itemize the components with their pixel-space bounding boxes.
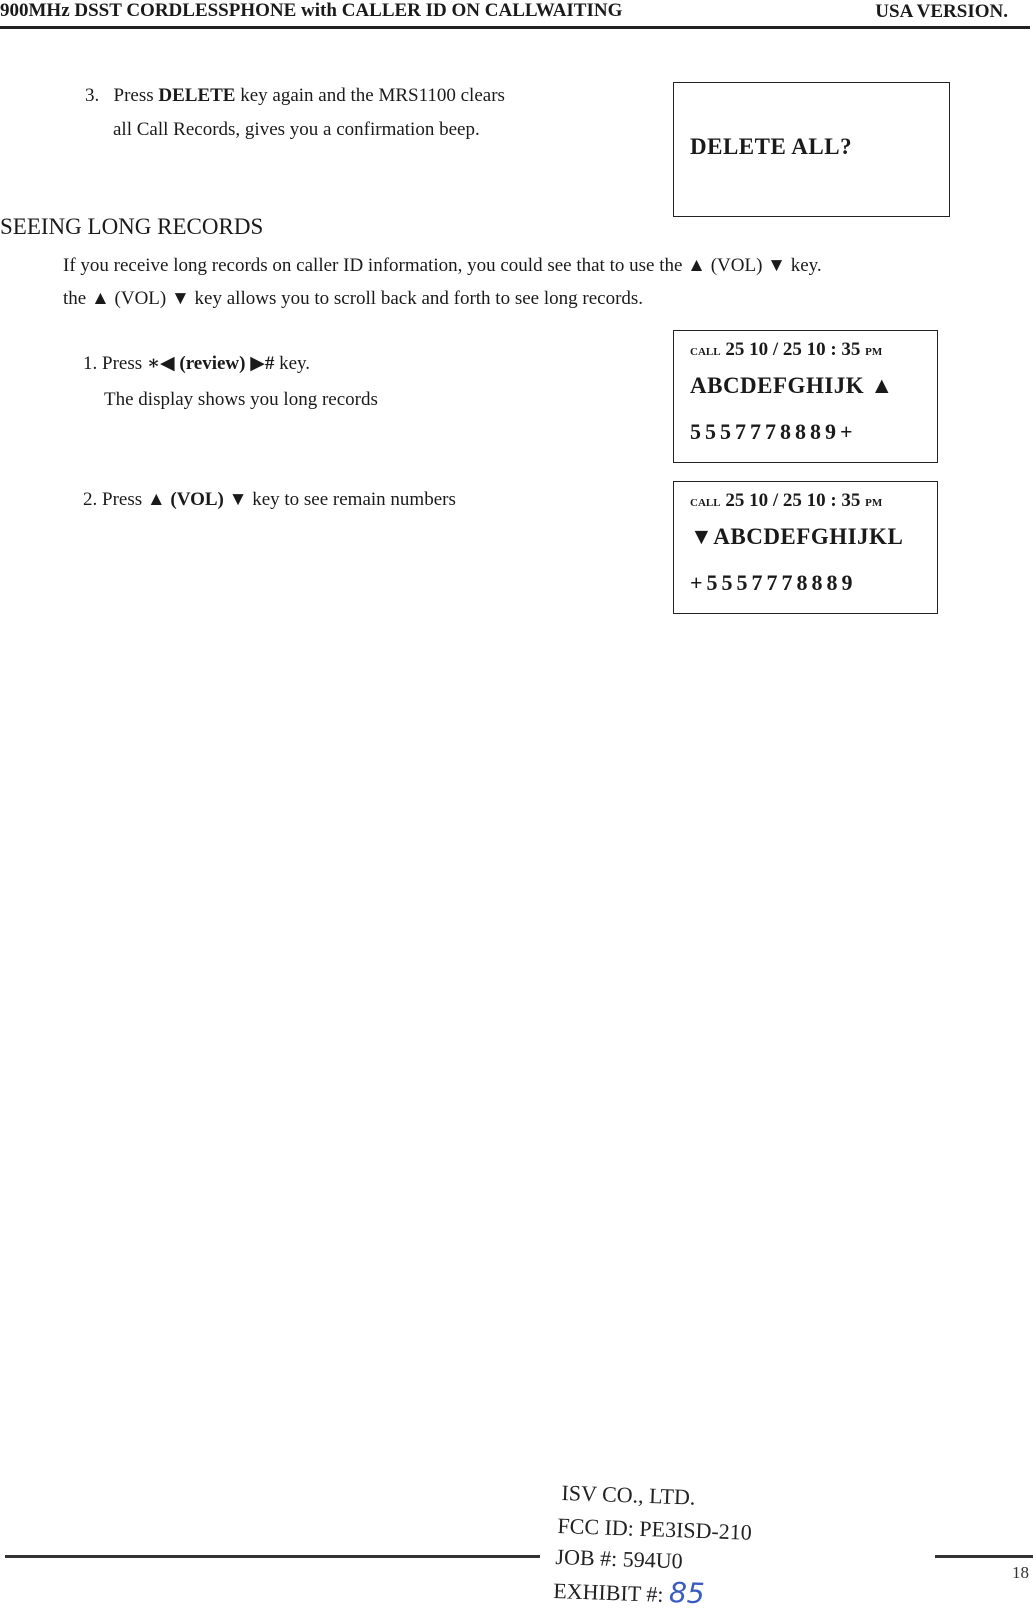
stamp-company: ISV CO., LTD. [561,1480,696,1510]
lcd-long-record-2 [673,481,938,614]
section-title: SEEING LONG RECORDS [0,214,264,239]
step3-post: key again and the MRS1100 clears [235,85,505,106]
step2-key: ▲ (VOL) ▼ [146,489,248,510]
lcd2-name: ▼ABCDEFGHIJKL [690,524,904,549]
step1-key: ∗◀ (review) ▶# [146,353,275,374]
lcd1-time-row [690,339,882,361]
section-paragraph-line1 [63,254,822,278]
lcd1-name: ABCDEFGHIJK ▲ [690,373,894,398]
section-p2-pre: the [63,288,91,309]
lcd2-call-label: CALL [690,497,721,509]
header-title: 900MHz DSST CORDLESSPHONE with CALLER ID ON CALLWAITING [0,0,623,21]
lcd1-time: 25 10 / 25 10 : 35 [720,339,866,360]
lcd-delete-text: DELETE ALL? [690,134,853,159]
footer-rule-left [5,1555,540,1558]
stamp-exhibit-number: 85 [668,1576,706,1610]
step1-post: key. [274,353,311,374]
step1-pre: 1. Press [83,353,147,374]
step2-post: key to see remain numbers [247,489,456,510]
section-p2-key: ▲ (VOL) ▼ [90,288,190,309]
lcd2-number: +5557778889 [690,570,857,595]
lcd1-pm: PM [865,346,883,358]
step2-line1 [83,488,456,512]
step2-pre: 2. Press [83,489,147,510]
lcd1-number: 5557778889+ [690,419,857,444]
lcd-delete-all [673,82,950,217]
step3-pre: Press [113,85,159,106]
section-p1-pre: If you receive long records on caller ID information, you could see that to use the [63,255,688,276]
section-p1-post: key. [785,255,822,276]
step3-number: 3. [85,85,100,106]
header-version: USA VERSION. [875,1,1008,22]
lcd2-pm: PM [865,497,883,509]
header-rule [0,26,1030,29]
stamp-fcc-id: FCC ID: PE3ISD-210 [557,1513,753,1545]
lcd-long-record-1 [673,330,938,463]
step3-key: DELETE [158,85,236,106]
stamp-exhibit [553,1572,705,1610]
step3-line1 [85,84,505,108]
lcd2-time-row [690,490,882,512]
section-p1-key: ▲ (VOL) ▼ [687,255,786,276]
lcd2-time: 25 10 / 25 10 : 35 [720,490,866,511]
section-p2-post: key allows you to scroll back and forth to see long records. [189,288,644,309]
stamp-exhibit-label: EXHIBIT #: [552,1577,664,1607]
step1-line2: The display shows you long records [104,389,378,410]
step3-line2: all Call Records, gives you a confirmation beep. [113,119,480,140]
section-paragraph-line2 [63,287,643,311]
lcd1-call-label: CALL [690,346,721,358]
stamp-job: JOB #: 594U0 [555,1544,684,1574]
page-number: 18 [1012,1563,1029,1582]
step1-line1 [83,352,310,376]
footer-rule-right [935,1555,1033,1558]
